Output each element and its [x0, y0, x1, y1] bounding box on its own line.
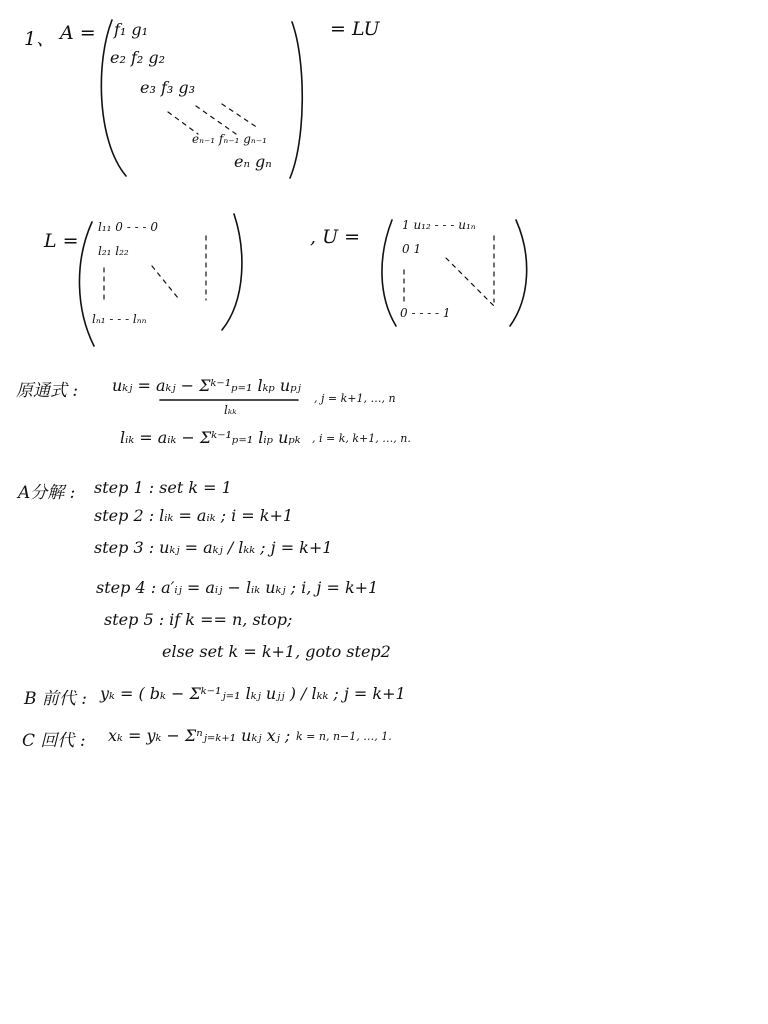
a-row-2: e₂ f₂ g₂	[110, 48, 166, 67]
formula-u-kj: uₖⱼ = aₖⱼ − Σᵏ⁻¹ₚ₌₁ lₖₚ uₚⱼ	[112, 376, 301, 395]
step-2: step 2 : lᵢₖ = aᵢₖ ; i = k+1	[94, 506, 294, 525]
l-matrix-label: L =	[44, 230, 79, 252]
a-row-4: eₙ₋₁ fₙ₋₁ gₙ₋₁	[192, 132, 267, 146]
formula-l-ik-range: , i = k, k+1, …, n.	[312, 432, 411, 445]
step-5: step 5 : if k == n, stop;	[104, 610, 293, 629]
formula-l-ik: lᵢₖ = aᵢₖ − Σᵏ⁻¹ₚ₌₁ lᵢₚ uₚₖ	[120, 428, 301, 447]
a-equals-label: A =	[60, 22, 96, 44]
a-row-1: f₁ g₁	[114, 20, 149, 39]
u-row-3: 0 - - - - 1	[400, 306, 451, 320]
a-row-3: e₃ f₃ g₃	[140, 78, 196, 97]
l-row-3: lₙ₁ - - - lₙₙ	[92, 312, 147, 326]
back-substitution-formula: xₖ = yₖ − Σⁿⱼ₌ₖ₊₁ uₖⱼ xⱼ ;	[108, 726, 291, 745]
step-1: step 1 : set k = 1	[94, 478, 232, 497]
u-matrix-label: , U =	[310, 226, 361, 248]
u-row-2: 0 1	[402, 242, 422, 256]
l-row-2: l₂₁ l₂₂	[98, 244, 129, 258]
formula-u-kj-range: , j = k+1, …, n	[314, 392, 396, 405]
problem-number: 1、	[24, 28, 56, 50]
decomposition-label: A分解 :	[18, 483, 76, 503]
formula-u-kj-denominator: lₖₖ	[224, 403, 237, 417]
formulas-label: 原通式 :	[16, 381, 79, 401]
step-4: step 4 : a′ᵢⱼ = aᵢⱼ − lᵢₖ uₖⱼ ; i, j = k+1	[96, 578, 379, 597]
equals-lu-label: = LU	[330, 18, 380, 40]
l-row-1: l₁₁ 0 - - - 0	[98, 220, 158, 234]
step-5-else: else set k = k+1, goto step2	[162, 642, 391, 661]
back-substitution-label: C 回代 :	[22, 731, 86, 751]
a-row-5: eₙ gₙ	[234, 152, 272, 171]
back-substitution-range: k = n, n−1, …, 1.	[296, 730, 392, 743]
step-3: step 3 : uₖⱼ = aₖⱼ / lₖₖ ; j = k+1	[94, 538, 333, 557]
forward-substitution-label: B 前代 :	[24, 689, 88, 709]
u-row-1: 1 u₁₂ - - - u₁ₙ	[402, 218, 476, 232]
forward-substitution-formula: yₖ = ( bₖ − Σᵏ⁻¹ⱼ₌₁ lₖⱼ uⱼⱼ ) / lₖₖ ; j = k+1	[100, 684, 406, 703]
